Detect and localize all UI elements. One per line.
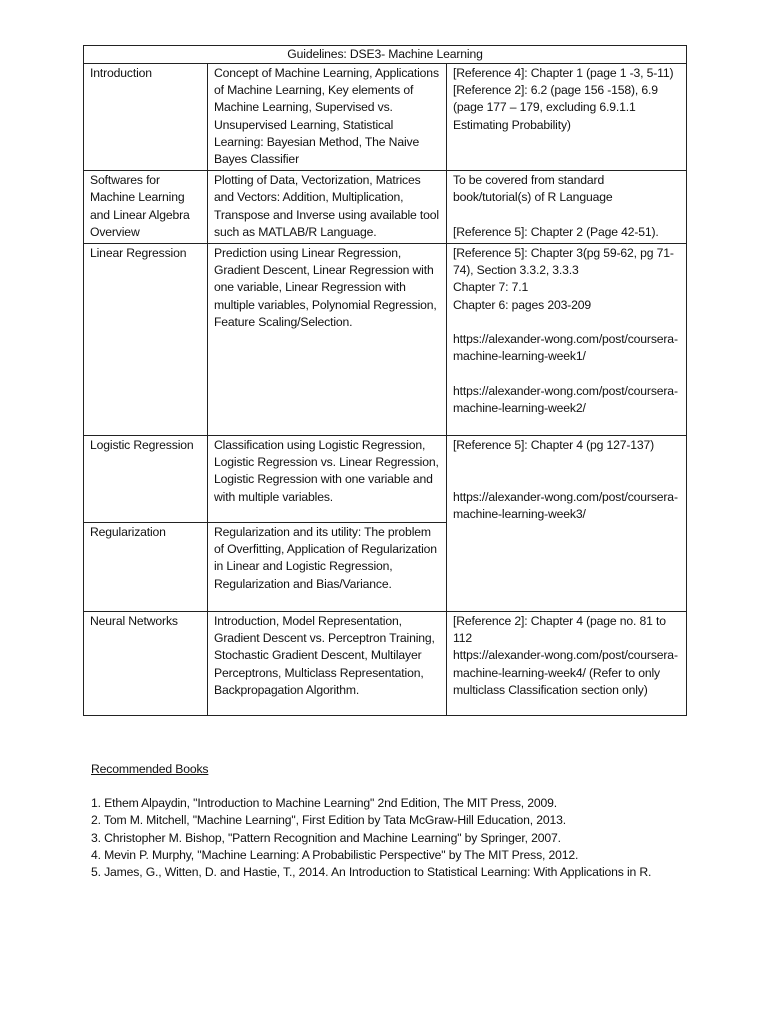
reference-line: [Reference 2]: 6.2 (page 156 -158), 6.9 (page 177 – 179, excluding 6.9.1.1 Estimating Probability) — [453, 83, 658, 132]
topic-cell: Linear Regression — [84, 244, 208, 436]
reference-gap — [453, 365, 680, 382]
reference-link[interactable]: https://alexander-wong.com/post/coursera-machine-learning-week4/ (Refer to only multiclass Classification section only) — [453, 648, 678, 697]
reference-link[interactable]: https://alexander-wong.com/post/coursera-machine-learning-week3/ — [453, 489, 678, 521]
table-row — [84, 436, 687, 523]
reference-gap — [453, 207, 680, 224]
table-row — [84, 244, 687, 436]
recommended-books-section — [91, 761, 691, 881]
reference-cell — [447, 436, 687, 612]
books-list — [91, 795, 691, 881]
reference-line: Chapter 6: pages 203-209 — [453, 297, 592, 312]
reference-gap — [453, 471, 680, 488]
topic-cell: Regularization — [84, 523, 208, 612]
content-cell: Classification using Logistic Regression, Logistic Regression vs. Linear Regression, Logistic Regression with one variable and with multiple variables. — [208, 436, 447, 523]
book-item: 2. Tom M. Mitchell, "Machine Learning", First Edition by Tata McGraw-Hill Education, 2013. — [91, 813, 566, 828]
reference-link[interactable]: https://alexander-wong.com/post/coursera-machine-learning-week2/ — [453, 383, 678, 415]
topic-cell: Softwares for Machine Learning and Linear Algebra Overview — [84, 171, 208, 244]
reference-gap — [453, 454, 680, 471]
topic-cell: Introduction — [84, 64, 208, 171]
reference-line: [Reference 5]: Chapter 4 (pg 127-137) — [453, 438, 655, 453]
book-item: 5. James, G., Witten, D. and Hastie, T., 2014. An Introduction to Statistical Learning: With Applications in R. — [91, 865, 652, 880]
guidelines-table — [83, 45, 687, 716]
reference-line: [Reference 4]: Chapter 1 (page 1 -3, 5-11) — [453, 66, 674, 80]
table-row — [84, 171, 687, 244]
reference-line: [Reference 5]: Chapter 3(pg 59-62, pg 71-74), Section 3.3.2, 3.3.3 — [453, 246, 674, 278]
content-cell: Introduction, Model Representation, Gradient Descent vs. Perceptron Training, Stochastic Gradient Descent, Multilayer Perceptrons, Multiclass Representation, Backpropagation Algorithm. — [208, 612, 447, 716]
table-title: Guidelines: DSE3- Machine Learning — [84, 46, 687, 64]
table-title-row — [84, 46, 687, 64]
book-item: 3. Christopher M. Bishop, "Pattern Recognition and Machine Learning" by Springer, 2007. — [91, 830, 561, 845]
content-cell: Concept of Machine Learning, Applications of Machine Learning, Key elements of Machine Learning, Supervised vs. Unsupervised Learning, Statistical Learning: Bayesian Method, The Naive Bayes Classifier — [208, 64, 447, 171]
reference-cell — [447, 244, 687, 436]
content-cell: Plotting of Data, Vectorization, Matrices and Vectors: Addition, Multiplication, Transpose and Inverse using available tool such as MATLAB/R Language. — [208, 171, 447, 244]
content-cell: Regularization and its utility: The problem of Overfitting, Application of Regularization in Linear and Logistic Regression, Regularization and Bias/Variance. — [208, 523, 447, 612]
reference-line: [Reference 2]: Chapter 4 (page no. 81 to 112 — [453, 614, 666, 646]
reference-link[interactable]: https://alexander-wong.com/post/coursera-machine-learning-week1/ — [453, 332, 678, 364]
table-row — [84, 64, 687, 171]
books-heading: Recommended Books — [91, 762, 209, 776]
reference-gap — [453, 314, 680, 331]
reference-cell — [447, 171, 687, 244]
reference-line: Chapter 7: 7.1 — [453, 280, 529, 295]
table-row — [84, 612, 687, 716]
book-item: 1. Ethem Alpaydin, "Introduction to Machine Learning" 2nd Edition, The MIT Press, 2009. — [91, 796, 558, 811]
topic-cell: Logistic Regression — [84, 436, 208, 523]
topic-cell: Neural Networks — [84, 612, 208, 716]
reference-line: [Reference 5]: Chapter 2 (Page 42-51). — [453, 224, 659, 239]
reference-line: To be covered from standard book/tutorial(s) of R Language — [453, 173, 613, 205]
book-item: 4. Mevin P. Murphy, "Machine Learning: A Probabilistic Perspective" by The MIT Press, 2012. — [91, 847, 579, 862]
reference-cell — [447, 612, 687, 716]
reference-cell — [447, 64, 687, 171]
content-cell: Prediction using Linear Regression, Gradient Descent, Linear Regression with one variable, Linear Regression with multiple variables, Polynomial Regression, Feature Scaling/Selection. — [208, 244, 447, 436]
